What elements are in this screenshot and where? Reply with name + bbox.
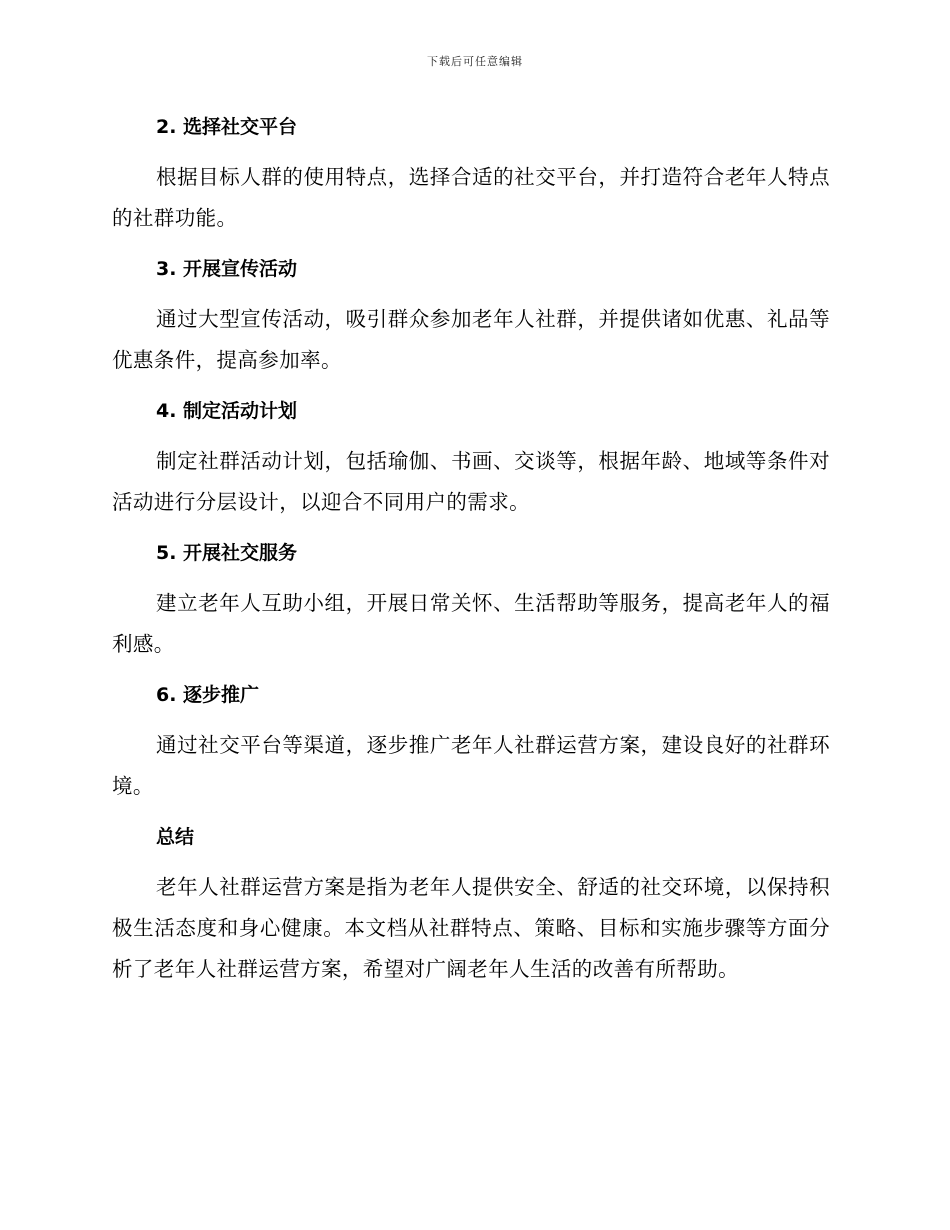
section-heading-3: 3. 开展宣传活动	[156, 258, 298, 280]
document-body	[112, 108, 830, 1001]
summary-paragraph: 老年人社群运营方案是指为老年人提供安全、舒适的社交环境，以保持积极生活态度和身心健康。本文档从社群特点、策略、目标和实施步骤等方面分析了老年人社群运营方案，希望对广阔老年人生活的改善有所帮助。	[112, 875, 830, 981]
section-paragraph-6: 通过社交平台等渠道，逐步推广老年人社群运营方案，建设良好的社群环境。	[112, 733, 830, 798]
page-header: 下载后可任意编辑	[427, 55, 523, 68]
section-heading-2: 2. 选择社交平台	[156, 116, 298, 138]
section-paragraph-4: 制定社群活动计划，包括瑜伽、书画、交谈等，根据年龄、地域等条件对活动进行分层设计，以迎合不同用户的需求。	[112, 449, 830, 514]
section-paragraph-3: 通过大型宣传活动，吸引群众参加老年人社群，并提供诸如优惠、礼品等优惠条件，提高参加率。	[112, 307, 830, 372]
section-heading-4: 4. 制定活动计划	[156, 400, 298, 422]
section-heading-6: 6. 逐步推广	[156, 684, 260, 706]
section-paragraph-5: 建立老年人互助小组，开展日常关怀、生活帮助等服务，提高老年人的福利感。	[112, 591, 830, 656]
section-paragraph-2: 根据目标人群的使用特点，选择合适的社交平台，并打造符合老年人特点的社群功能。	[112, 165, 830, 230]
section-heading-5: 5. 开展社交服务	[156, 542, 298, 564]
summary-heading: 总结	[156, 826, 195, 848]
